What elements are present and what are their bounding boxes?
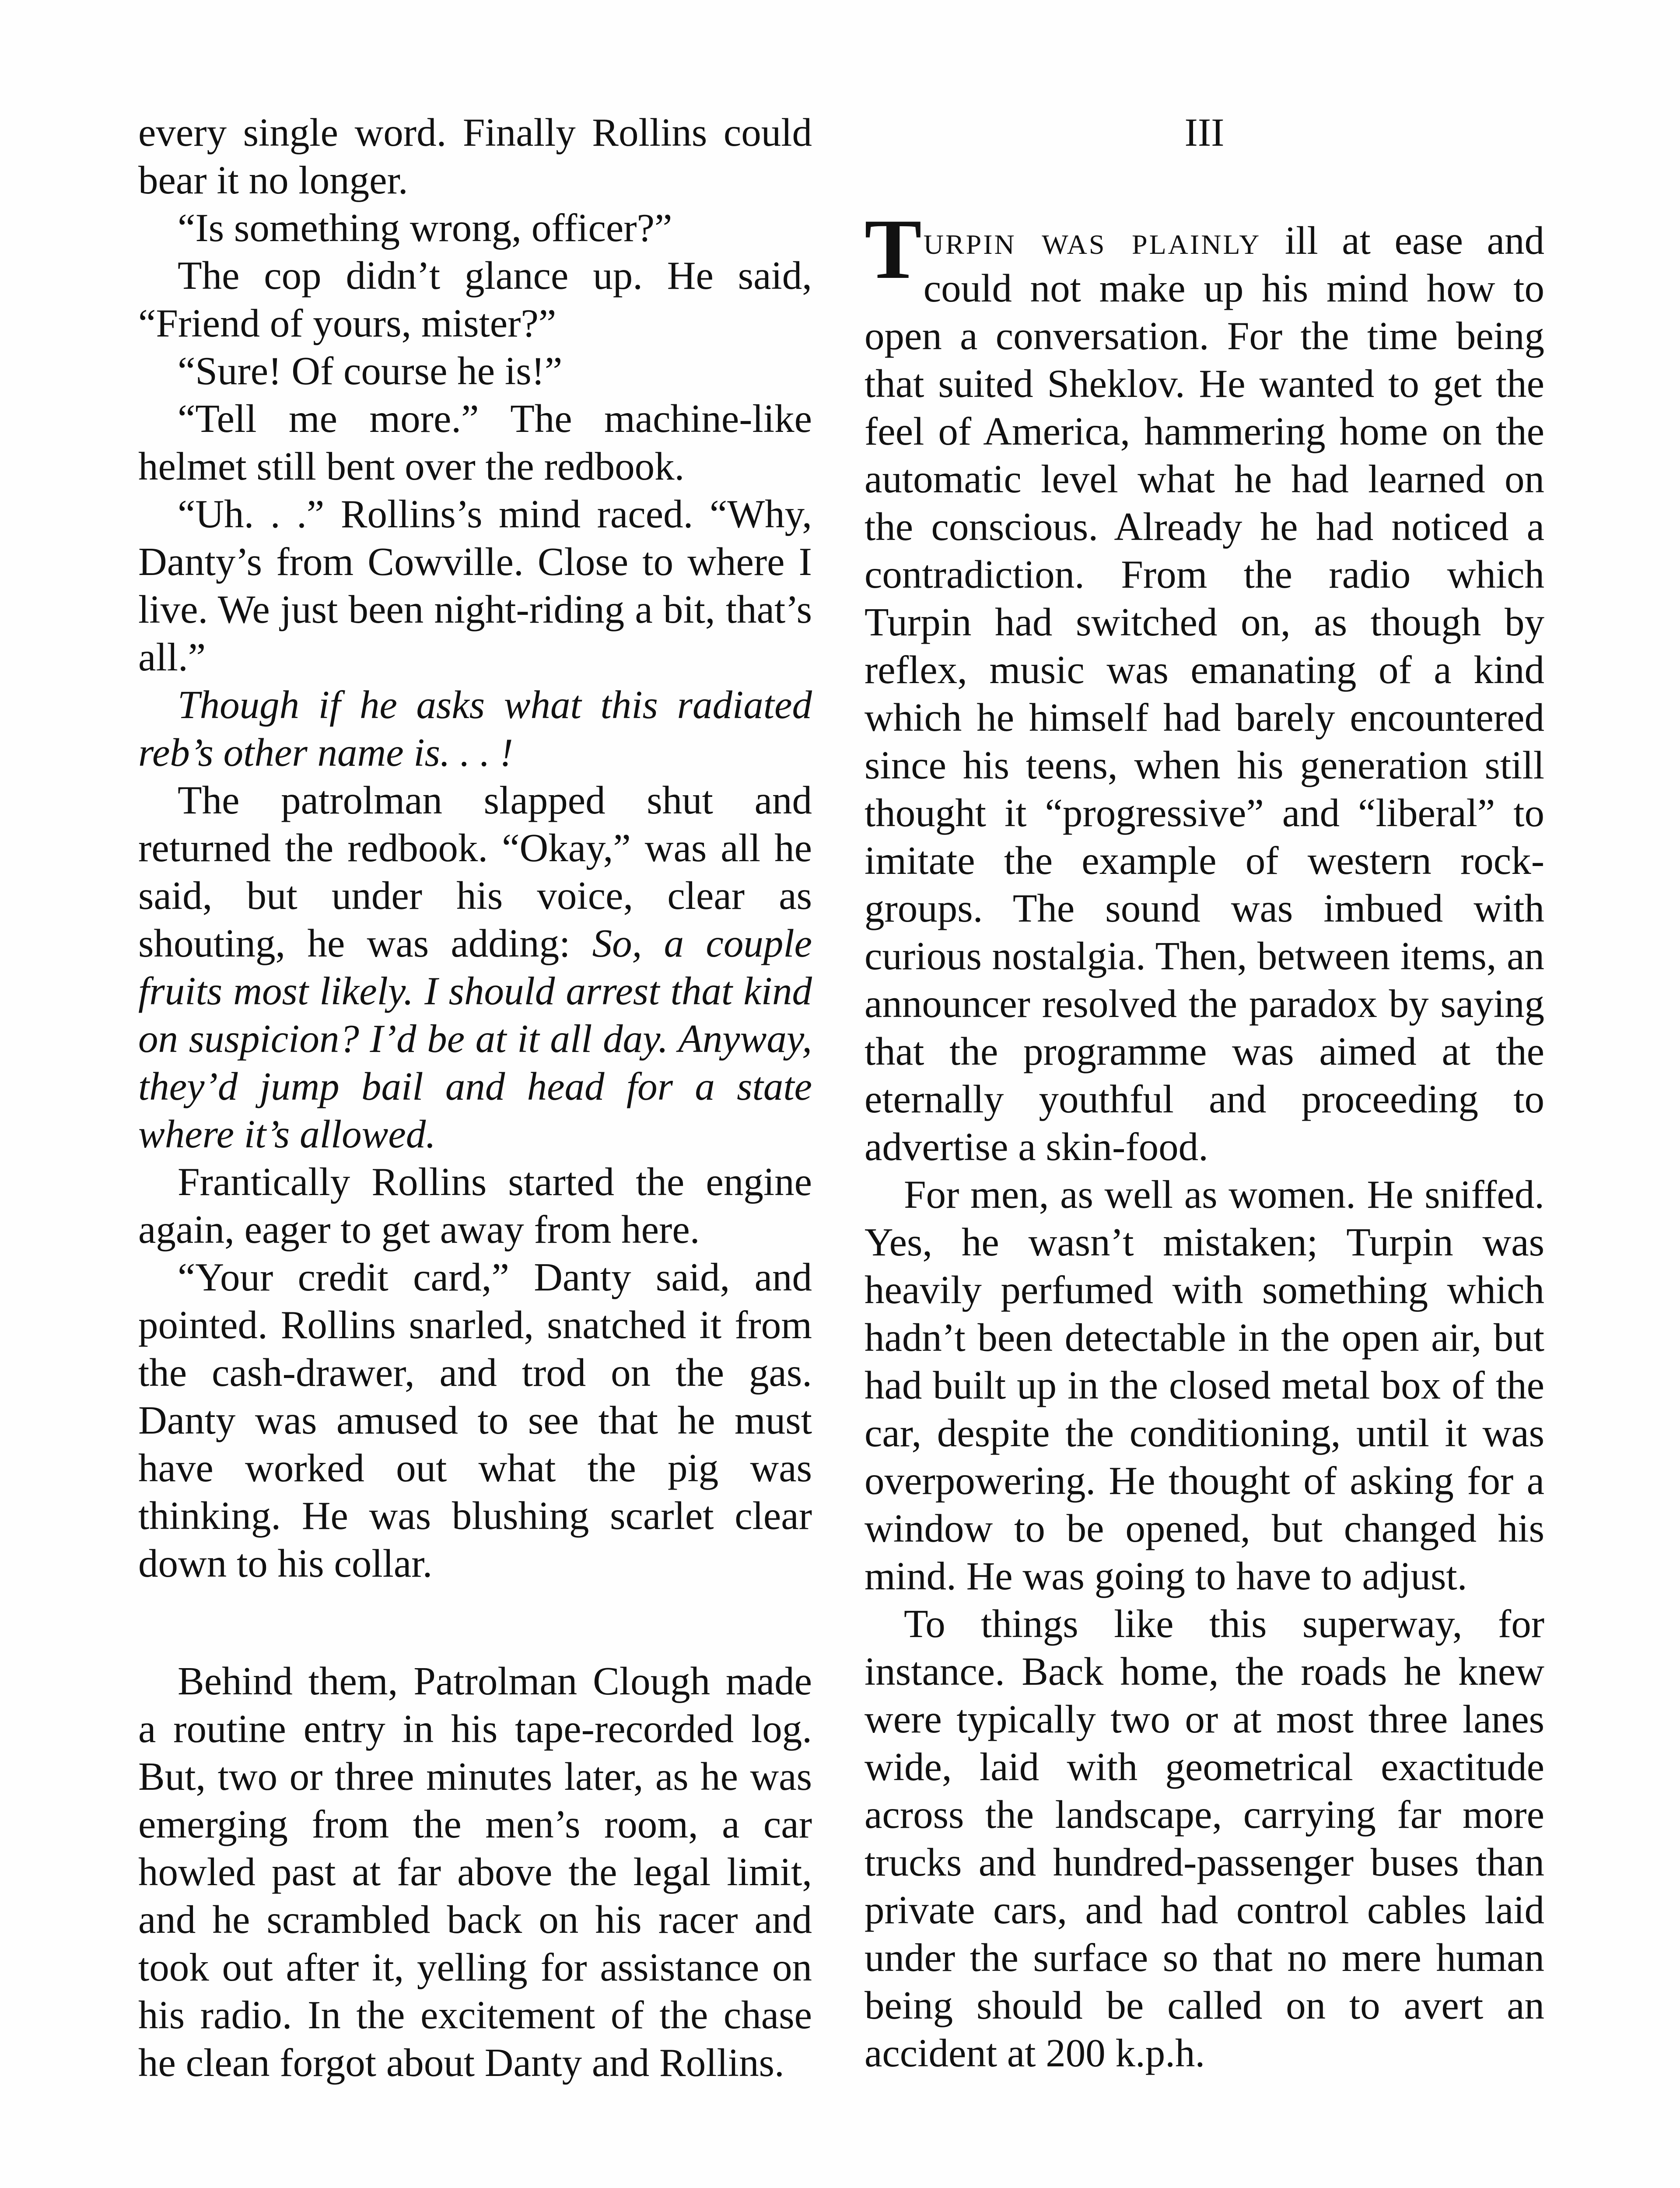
paragraph: “Tell me more.” The machine-like helmet still bent over the redbook. — [138, 396, 812, 488]
paragraph: “Sure! Of course he is!” — [178, 349, 563, 393]
paragraph: Frantically Rollins started the engine again, eager to get away from here. — [138, 1160, 812, 1252]
paragraph: The cop didn’t glance up. He said, “Friend of yours, mister?” — [138, 253, 812, 345]
right-text-column — [864, 109, 1544, 2077]
section-opening-paragraph — [864, 202, 1545, 1171]
paragraph: Behind them, Patrolman Clough made a routine entry in his tape-recorded log. But, two or three minutes later, as he was emerging from the men’s room, a car howled past at far above the legal limit, and he scrambled back on his racer and took out after it, yelling for assistance on his radio. In the excitement of the chase he clean forgot about Danty and Rollins. — [138, 1659, 812, 2085]
paragraph-with-thought — [138, 776, 812, 1158]
paragraph: To things like this superway, for instance. Back home, the roads he knew were typically two or at most three lanes wide, laid with geometrical exactitude across the landscape, carrying far more trucks and hundred-passenger buses than private cars, and had control cables laid under the surface so that no mere human being should be called on to avert an accident at 200 k.p.h. — [864, 1602, 1544, 2075]
section-number: III — [1184, 110, 1225, 154]
italic-thought: So, a couple fruits most likely. I should arrest that kind on suspicion? I’d be at it all day. Anyway, they’d jump bail and head for a state where it’s allowed. — [138, 921, 812, 1156]
paragraph: “Uh. . .” Rollins’s mind raced. “Why, Danty’s from Cowville. Close to where I live. We just been night-riding a bit, that’s all.” — [138, 492, 812, 679]
left-text-column — [138, 109, 812, 2086]
paragraph-text: The patrolman slapped shut and returned the redbook. “Okay,” was all he said, but under his voice, clear as shouting, he was adding: — [138, 778, 812, 965]
paragraph-text: ill at ease and could not make up his mind how to open a conversation. For the time being that suited Sheklov. He wanted to get the feel of America, hammering home on the automatic level what he had learned on the conscious. Already he had noticed a contradiction. From the radio which Turpin had switched on, as though by reflex, music was emanating of a kind which he himself had barely encountered since his teens, when his generation still thought it “progressive” and “liberal” to imitate the example of western rock-groups. The sound was imbued with curious nostalgia. Then, between items, an announcer resolved the paradox by saying that the programme was aimed at the eternally youthful and proceeding to advertise a skin-food. — [864, 218, 1545, 1169]
drop-cap: T — [864, 202, 922, 297]
italic-thought-paragraph: Though if he asks what this radiated reb’s other name is. . . ! — [138, 683, 812, 775]
paragraph: “Your credit card,” Danty said, and pointed. Rollins snarled, snatched it from the cash-drawer, and trod on the gas. Danty was amused to see that he must have worked out what the pig was thinking. He was blushing scarlet clear down to his collar. — [138, 1255, 812, 1585]
paragraph: “Is something wrong, officer?” — [178, 206, 672, 250]
paragraph: For men, as well as women. He sniffed. Yes, he wasn’t mistaken; Turpin was heavily perfumed with something which hadn’t been detectable in the open air, but had built up in the closed metal box of the car, despite the conditioning, until it was overpowering. He thought of asking for a window to be opened, but changed his mind. He was going to have to adjust. — [864, 1172, 1544, 1598]
paragraph: every single word. Finally Rollins could bear it no longer. — [138, 110, 812, 202]
opening-smallcaps: urpin was plainly — [923, 218, 1261, 263]
